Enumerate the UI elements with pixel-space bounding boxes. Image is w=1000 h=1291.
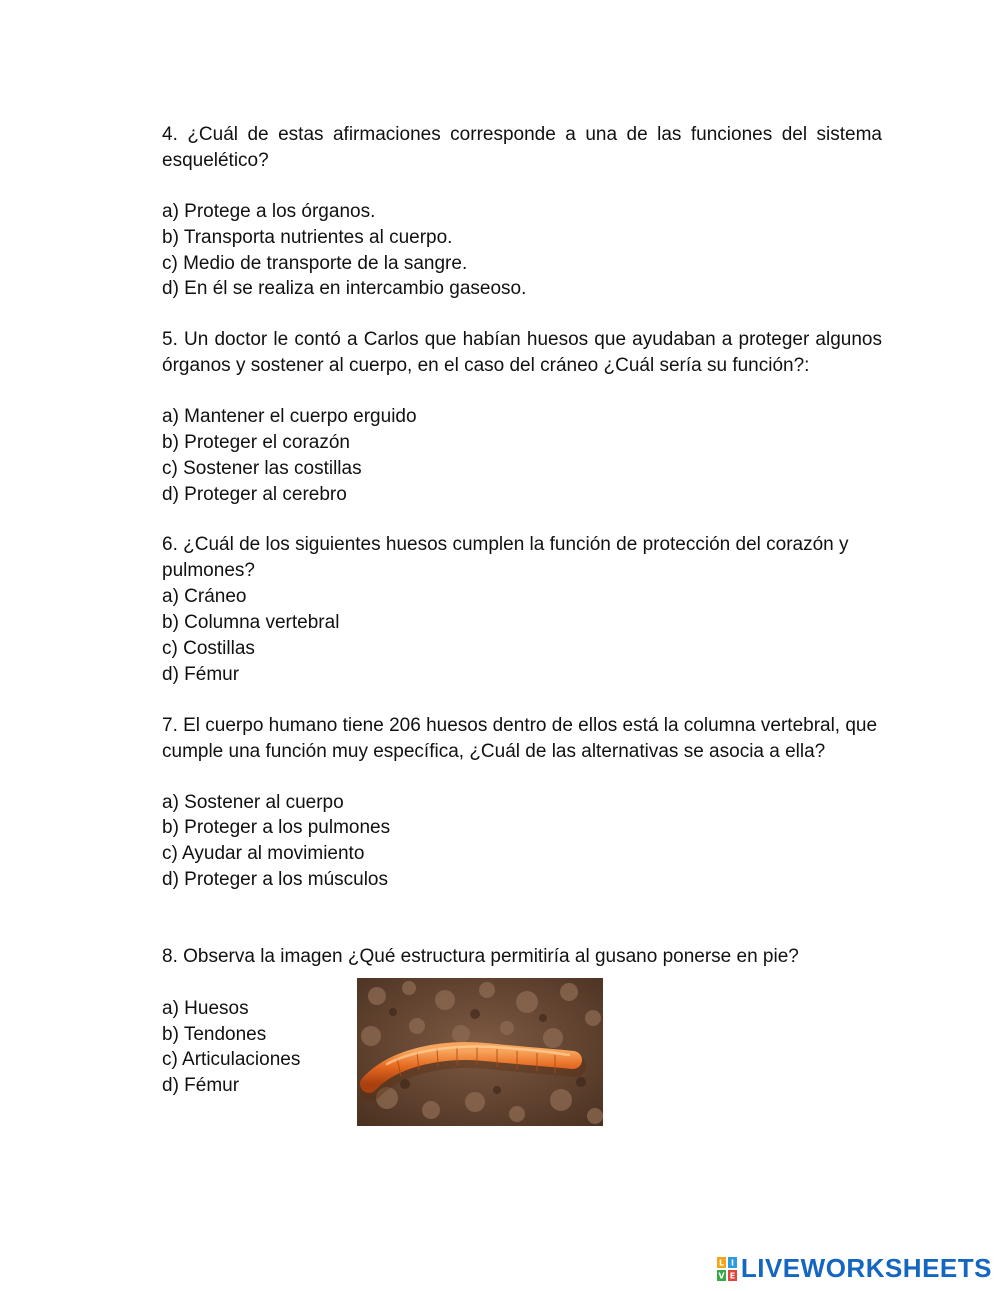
option-4d[interactable]: d) En él se realiza en intercambio gaseoso. bbox=[162, 278, 527, 300]
option-7b[interactable]: b) Proteger a los pulmones bbox=[162, 817, 391, 839]
liveworksheets-brand-text: LIVEWORKSHEETS bbox=[740, 1253, 992, 1283]
question-5-stem: 5. Un doctor le contó a Carlos que habían huesos que ayudaban a proteger algunos órganos y sostener al cuerpo, en el caso del cráneo ¿Cuál sería su función?: bbox=[162, 329, 882, 377]
option-8a[interactable]: a) Huesos bbox=[162, 997, 249, 1019]
question-7-stem: 7. El cuerpo humano tiene 206 huesos dentro de ellos está la columna vertebral, que cumple una función muy específica, ¿Cuál de las alternativas se asocia a ella? bbox=[162, 714, 878, 762]
option-4b[interactable]: b) Transporta nutrientes al cuerpo. bbox=[162, 226, 453, 248]
option-5a[interactable]: a) Mantener el cuerpo erguido bbox=[162, 406, 417, 428]
svg-text:E: E bbox=[729, 1271, 736, 1280]
option-4a[interactable]: a) Protege a los órganos. bbox=[162, 201, 376, 222]
option-6a[interactable]: a) Cráneo bbox=[162, 586, 247, 608]
option-8d[interactable]: d) Fémur bbox=[162, 1075, 240, 1097]
question-4-options bbox=[162, 199, 882, 302]
svg-text:I: I bbox=[730, 1258, 734, 1267]
liveworksheets-logo bbox=[717, 1253, 992, 1284]
question-8-body bbox=[162, 978, 882, 1128]
liveworksheets-logo-mark bbox=[717, 1257, 737, 1281]
question-8-stem: 8. Observa la imagen ¿Qué estructura permitiría al gusano ponerse en pie? bbox=[162, 945, 799, 967]
option-7d[interactable]: d) Proteger a los músculos bbox=[162, 868, 388, 890]
question-5-options bbox=[162, 404, 882, 507]
option-5b[interactable]: b) Proteger el corazón bbox=[162, 431, 350, 453]
question-8-options bbox=[162, 996, 300, 1099]
option-8c[interactable]: c) Articulaciones bbox=[162, 1049, 301, 1071]
worm-on-soil-image bbox=[357, 978, 603, 1126]
option-5c[interactable]: c) Sostener las costillas bbox=[162, 457, 362, 479]
option-6d[interactable]: d) Fémur bbox=[162, 663, 240, 685]
question-6-stem: 6. ¿Cuál de los siguientes huesos cumplen la función de protección del corazón y pulmones? bbox=[162, 534, 849, 582]
worksheet-page bbox=[162, 122, 882, 1128]
option-8b[interactable]: b) Tendones bbox=[162, 1023, 267, 1045]
option-5d[interactable]: d) Proteger al cerebro bbox=[162, 483, 347, 505]
question-4-stem: 4. ¿Cuál de estas afirmaciones corresponde a una de las funciones del sistema esquelético? bbox=[162, 124, 882, 171]
svg-text:V: V bbox=[718, 1271, 725, 1280]
option-6c[interactable]: c) Costillas bbox=[162, 637, 255, 659]
option-7a[interactable]: a) Sostener al cuerpo bbox=[162, 791, 344, 813]
svg-text:L: L bbox=[718, 1258, 724, 1267]
option-7c[interactable]: c) Ayudar al movimiento bbox=[162, 843, 365, 865]
option-6b[interactable]: b) Columna vertebral bbox=[162, 612, 340, 634]
option-4c[interactable]: c) Medio de transporte de la sangre. bbox=[162, 252, 468, 274]
question-6-options bbox=[162, 584, 882, 687]
question-7-options bbox=[162, 790, 882, 893]
